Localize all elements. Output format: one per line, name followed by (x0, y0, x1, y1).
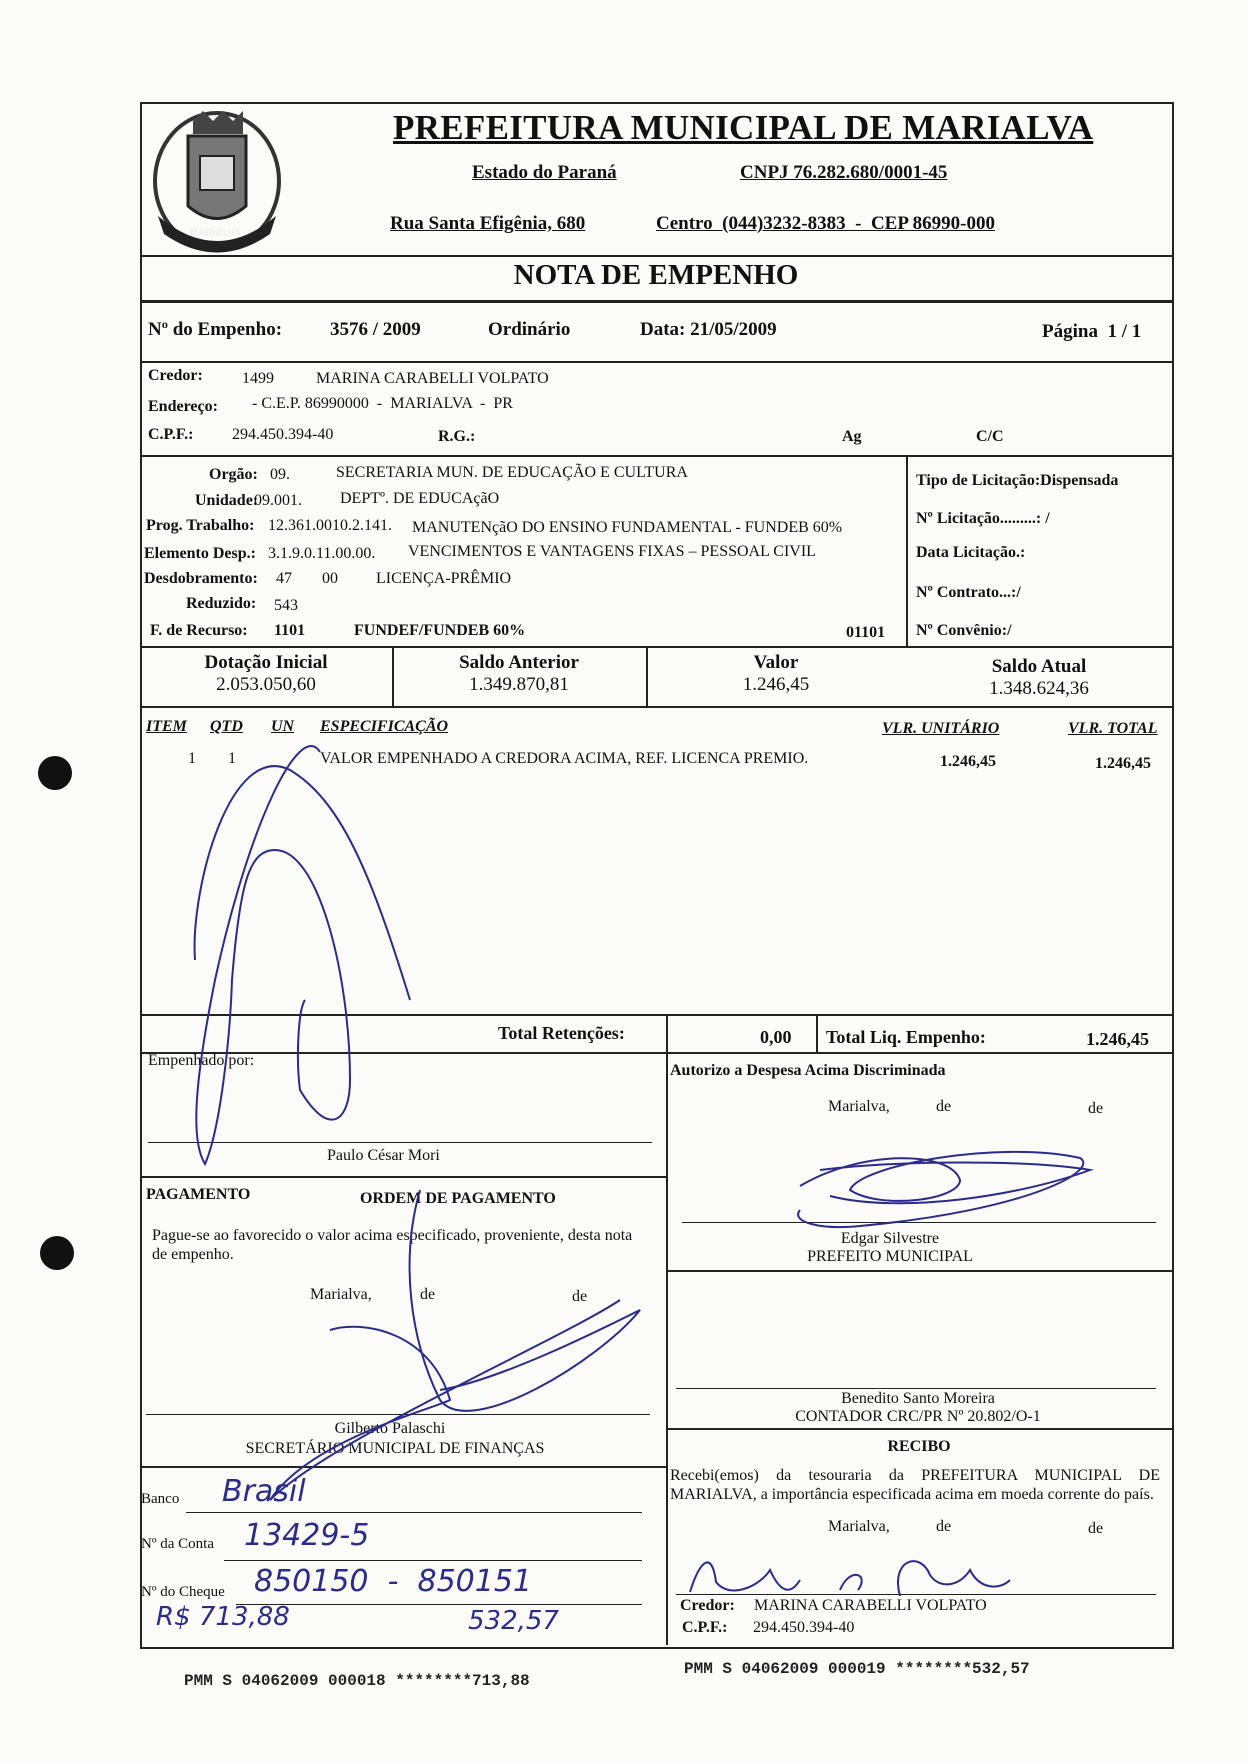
divider (140, 300, 1172, 303)
col-item: ITEM (146, 718, 187, 735)
divider (816, 1014, 818, 1052)
divider (666, 1270, 1172, 1272)
divider (140, 361, 1172, 363)
cheque-label: Nº do Cheque (141, 1584, 225, 1600)
desdobramento-name: LICENÇA-PRÊMIO (376, 570, 512, 587)
cheque-handwritten: 850150 - 850151 (254, 1564, 533, 1599)
field-line (186, 1512, 642, 1513)
pagamento-text: Pague-se ao favorecido o valor acima especificado, proveniente, desta nota de empenho. (152, 1227, 633, 1263)
orgao-code: 09. (270, 466, 290, 483)
empenhado-label: Empenhado por: (148, 1052, 255, 1069)
banco-label: Banco (141, 1491, 180, 1507)
divider (140, 1176, 666, 1178)
address-label: Endereço: (148, 398, 218, 415)
elemento-code: 3.1.9.0.11.00.00. (268, 545, 376, 562)
prog-label: Prog. Trabalho: (146, 517, 255, 534)
col-vlr-total: VLR. TOTAL (1068, 720, 1158, 737)
conta-label: Nº da Conta (141, 1536, 214, 1552)
page-number: Página 1 / 1 (1042, 321, 1142, 342)
balance-valor (646, 652, 906, 696)
crest-banner-text: MARIALVA (190, 228, 242, 239)
numero-licitacao: Nº Licitação.........: / (916, 510, 1050, 527)
col-un: UN (271, 718, 295, 735)
signature-line (682, 1222, 1156, 1223)
tipo-licitacao: Tipo de Licitação:Dispensada (916, 472, 1119, 489)
divider (140, 646, 1172, 648)
signature-line (676, 1388, 1156, 1389)
recurso-label: F. de Recurso: (150, 622, 248, 639)
bank-stamp-left: PMM S 04062009 000018 ********713,88 (184, 1672, 530, 1690)
desdobramento-code2: 00 (322, 570, 338, 587)
doc-title: NOTA DE EMPENHO (513, 259, 799, 291)
crest-logo (148, 106, 286, 256)
total-liquido-label: Total Liq. Empenho: (826, 1027, 986, 1047)
field-line (236, 1604, 642, 1605)
item-vlr-total: 1.246,45 (1095, 755, 1151, 772)
col-especificacao: ESPECIFICAÇÃO (320, 718, 449, 735)
elemento-name: VENCIMENTOS E VANTAGENS FIXAS – PESSOAL CIVIL (408, 543, 816, 560)
pagamento-de1: de (420, 1286, 436, 1303)
pagamento-title: PAGAMENTO (146, 1186, 251, 1203)
recibo-text: Recebi(emos) da tesouraria da PREFEITURA MUNICIPAL DE MARIALVA, a importância especificada acima em moeda corrente do país. (670, 1467, 1160, 1503)
recurso-name: FUNDEF/FUNDEB 60% (354, 622, 526, 639)
balance-value: 1.246,45 (742, 674, 810, 695)
bank-stamp-right: PMM S 04062009 000019 ********532,57 (684, 1660, 1030, 1678)
data-licitacao: Data Licitação.: (916, 544, 1026, 561)
secretario-role: SECRETÁRIO MUNICIPAL DE FINANÇAS (245, 1440, 545, 1457)
total-retencoes-label: Total Retenções: (498, 1023, 625, 1043)
divider (140, 255, 1172, 257)
recibo-credor-label: Credor: (680, 1597, 735, 1614)
prog-code: 12.361.0010.2.141. (268, 517, 392, 534)
balance-label: Dotação Inicial (204, 652, 328, 673)
item-qtd: 1 (228, 750, 236, 767)
rs-handwritten-2: 532,57 (468, 1606, 559, 1636)
recurso-code: 1101 (274, 622, 306, 639)
item-vlr-unitario: 1.246,45 (940, 753, 996, 770)
empenho-type: Ordinário (488, 319, 571, 340)
recibo-credor-name: MARINA CARABELLI VOLPATO (754, 1597, 987, 1614)
cc-label: C/C (976, 428, 1004, 445)
prog-name: MANUTENçãO DO ENSINO FUNDAMENTAL - FUNDEB 60% (412, 519, 843, 536)
signature-line (148, 1142, 652, 1143)
reduzido-value: 543 (274, 597, 298, 614)
balance-saldo-anterior (392, 652, 646, 696)
ordem-pagamento-title: ORDEM DE PAGAMENTO (360, 1190, 556, 1207)
balance-value: 1.348.624,36 (989, 678, 1089, 699)
unidade-name: DEPTº. DE EDUCAçãO (340, 490, 500, 507)
recibo-de1: de (936, 1518, 952, 1535)
recibo-cpf: 294.450.394-40 (753, 1619, 855, 1636)
empenho-label: Nº do Empenho: (148, 319, 283, 340)
unidade-code: 09.001. (254, 492, 302, 509)
credor-cpf: 294.450.394-40 (232, 426, 334, 443)
divider (666, 1014, 668, 1052)
org-title: PREFEITURA MUNICIPAL DE MARIALVA (393, 108, 1094, 147)
recibo-cpf-label: C.P.F.: (682, 1619, 728, 1636)
divider (666, 1428, 1172, 1430)
col-qtd: QTD (210, 718, 243, 735)
balance-label: Valor (753, 652, 799, 673)
divider (140, 1466, 666, 1468)
balance-label: Saldo Atual (991, 656, 1087, 677)
empenhado-name: Paulo César Mori (327, 1147, 440, 1164)
ag-label: Ag (842, 428, 862, 445)
balance-saldo-atual (906, 656, 1172, 700)
credor-code: 1499 (242, 370, 274, 387)
desdobramento-label: Desdobramento: (144, 570, 258, 587)
credor-address: - C.E.P. 86990000 - MARIALVA - PR (252, 395, 513, 412)
state-name: Estado do Paraná (472, 162, 617, 183)
prefeito-name: Edgar Silvestre (840, 1230, 940, 1247)
prefeito-role: PREFEITO MUNICIPAL (807, 1248, 973, 1265)
divider (666, 1052, 668, 1645)
numero-convenio: Nº Convênio:/ (916, 622, 1012, 639)
empenho-number: 3576 / 2009 (330, 319, 421, 340)
divider (140, 455, 1172, 457)
cpf-label: C.P.F.: (148, 426, 194, 443)
conta-handwritten: 13429-5 (244, 1518, 370, 1553)
numero-contrato: Nº Contrato...:/ (916, 584, 1021, 601)
divider (140, 1052, 1172, 1054)
total-retencoes-value: 0,00 (760, 1027, 792, 1047)
autorizo-de2: de (1088, 1100, 1104, 1117)
punch-hole (40, 1236, 74, 1270)
col-vlr-unitario: VLR. UNITÁRIO (882, 720, 1000, 737)
recibo-place: Marialva, (828, 1518, 890, 1535)
balance-label: Saldo Anterior (459, 652, 579, 673)
autorizo-title: Autorizo a Despesa Acima Discriminada (670, 1062, 946, 1079)
item-especificacao: VALOR EMPENHADO A CREDORA ACIMA, REF. LICENCA PREMIO. (320, 750, 809, 767)
rs-handwritten: R$ 713,88 (156, 1602, 290, 1632)
recurso-number: 01101 (846, 624, 886, 641)
orgao-name: SECRETARIA MUN. DE EDUCAÇÃO E CULTURA (336, 464, 688, 481)
balance-dotacao (140, 652, 392, 696)
address-street: Rua Santa Efigênia, 680 (390, 213, 586, 234)
contador-role: CONTADOR CRC/PR Nº 20.802/O-1 (795, 1408, 1041, 1425)
balance-value: 1.349.870,81 (469, 674, 569, 695)
secretario-name: Gilberto Palaschi (334, 1420, 446, 1437)
elemento-label: Elemento Desp.: (144, 545, 256, 562)
balance-value: 2.053.050,60 (216, 674, 316, 695)
orgao-label: Orgão: (209, 466, 258, 483)
desdobramento-code1: 47 (276, 570, 292, 587)
credor-label: Credor: (148, 367, 203, 384)
credor-name: MARINA CARABELLI VOLPATO (316, 370, 549, 387)
reduzido-label: Reduzido: (186, 595, 257, 612)
address-contact: Centro (044)3232-8383 - CEP 86990-000 (656, 213, 995, 234)
pagamento-de2: de (572, 1288, 588, 1305)
autorizo-place: Marialva, (828, 1098, 890, 1115)
empenho-date: Data: 21/05/2009 (640, 319, 777, 340)
divider (140, 1014, 1172, 1016)
autorizo-de1: de (936, 1098, 952, 1115)
divider (140, 706, 1172, 708)
divider (906, 455, 908, 646)
unidade-label: Unidade: (195, 492, 259, 509)
recibo-title: RECIBO (887, 1438, 951, 1455)
field-line (224, 1560, 642, 1561)
recibo-de2: de (1088, 1520, 1104, 1537)
total-liquido-value: 1.246,45 (1086, 1029, 1149, 1049)
item-number: 1 (188, 750, 196, 767)
contador-name: Benedito Santo Moreira (841, 1390, 995, 1407)
rg-label: R.G.: (438, 428, 476, 445)
pagamento-place: Marialva, (310, 1286, 372, 1303)
signature-line (146, 1414, 650, 1415)
banco-handwritten: Brasil (222, 1474, 306, 1509)
punch-hole (38, 756, 72, 790)
signature-line (676, 1594, 1156, 1595)
cnpj: CNPJ 76.282.680/0001-45 (740, 162, 948, 183)
